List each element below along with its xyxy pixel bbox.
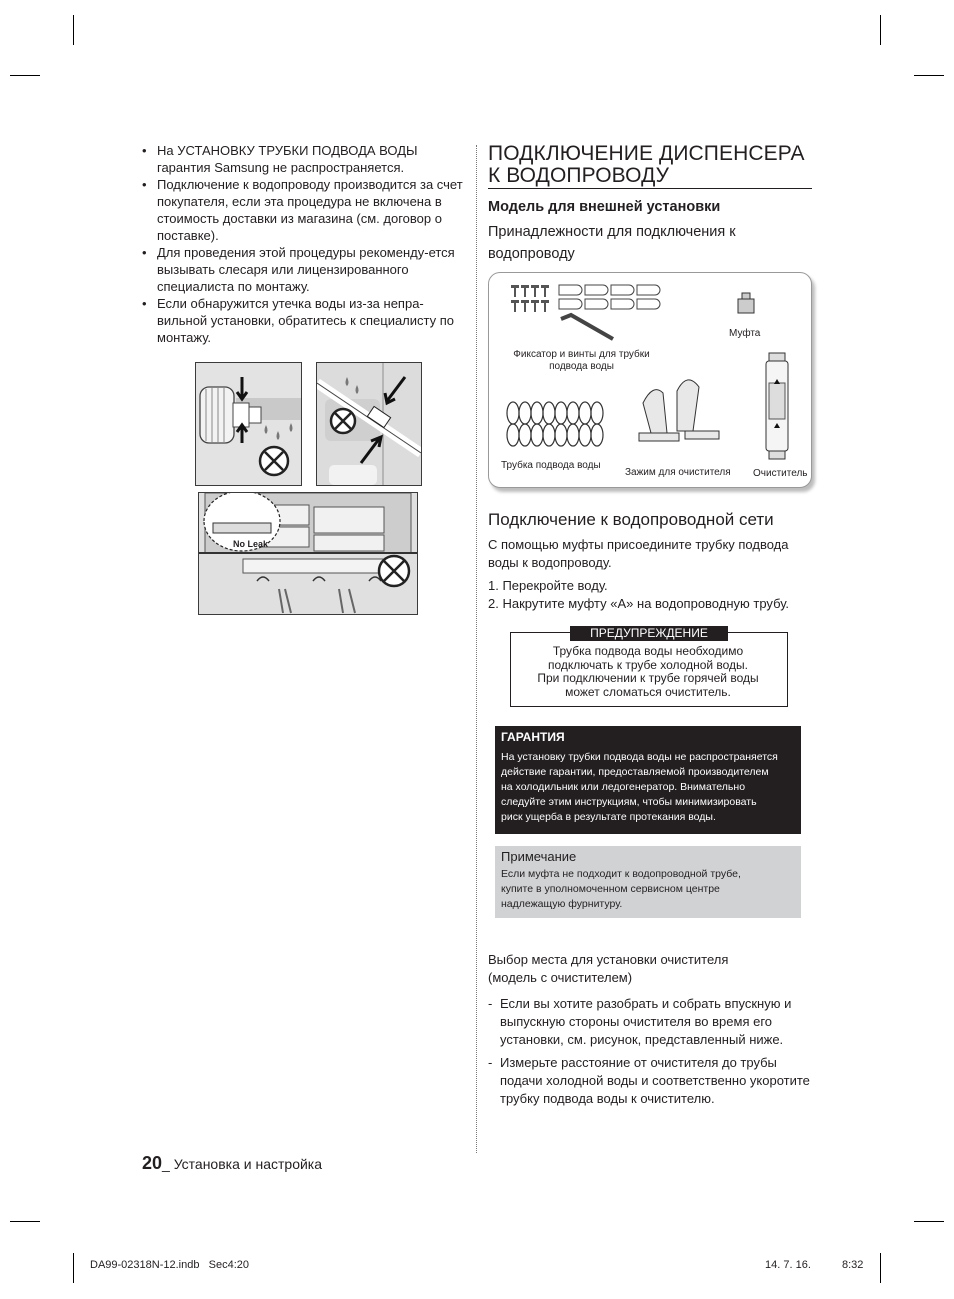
step-2: 2. Накрутите муфту «A» на водопроводную трубу. bbox=[488, 596, 790, 611]
filter-icon bbox=[766, 353, 788, 459]
guarantee-line5: риск ущерба в результате протекания воды. bbox=[501, 811, 716, 823]
print-time: 8:32 bbox=[842, 1259, 864, 1271]
section-title bbox=[488, 143, 818, 187]
crop-mark bbox=[914, 75, 944, 76]
warning-line1: Трубка подвода воды необходимо bbox=[552, 644, 744, 658]
crop-mark bbox=[73, 15, 74, 45]
warning-label: ПРЕДУПРЕЖДЕНИЕ bbox=[570, 626, 728, 641]
placement-item: - Измерьте расстояние от очистителя до трубы подачи холодной воды и соответственно укоротите трубку подвода воды к очистителю. bbox=[487, 1054, 812, 1108]
guarantee-text bbox=[501, 750, 778, 825]
guarantee-box bbox=[495, 726, 801, 834]
note-line2: купите в уполномоченном сервисном центре bbox=[501, 883, 720, 895]
fixator-label-line1: Фиксатор и винты для трубки bbox=[513, 349, 650, 360]
note-box bbox=[495, 846, 801, 918]
column-divider bbox=[476, 145, 477, 1153]
clamp-label: Зажим для очистителя bbox=[625, 467, 731, 478]
guarantee-line1: На установку трубки подвода воды не распространяется bbox=[501, 751, 778, 763]
bullet-item: • Если обнаружится утечка воды из-за непра-вильной установки, обратитесь к специалисту по монтажу. bbox=[140, 295, 465, 346]
crop-mark bbox=[880, 15, 881, 45]
note-title: Примечание bbox=[501, 849, 577, 864]
clamp-icon bbox=[639, 380, 719, 441]
tube-label: Трубка подвода воды bbox=[501, 460, 601, 471]
accessories-illustration bbox=[489, 273, 811, 487]
section-title-line1: ПОДКЛЮЧЕНИЕ ДИСПЕНСЕРА bbox=[488, 142, 805, 165]
coupling-label: Муфта bbox=[729, 328, 761, 339]
filter-label: Очиститель bbox=[753, 468, 808, 479]
title-rule bbox=[488, 188, 812, 189]
crop-mark bbox=[914, 1221, 944, 1222]
page-number: 20 bbox=[142, 1153, 163, 1173]
pipe-illustration bbox=[317, 363, 421, 485]
page-footer bbox=[142, 1153, 322, 1174]
tube-coil-icon bbox=[507, 402, 603, 446]
figure-pipe-incorrect bbox=[316, 362, 422, 486]
crop-mark bbox=[880, 1253, 881, 1283]
fixator-label bbox=[494, 349, 669, 373]
hex-key bbox=[561, 315, 613, 339]
crop-mark bbox=[10, 1221, 40, 1222]
crop-mark bbox=[10, 75, 40, 76]
bullet-item: • На УСТАНОВКУ ТРУБКИ ПОДВОДА ВОДЫ гарантия Samsung не распространяется. bbox=[140, 142, 465, 176]
accessories-heading bbox=[488, 221, 736, 265]
warning-line3: При подключении к трубе горячей воды bbox=[537, 671, 759, 685]
note-line1: Если муфта не подходит к водопроводной трубе, bbox=[501, 868, 741, 880]
screws-group bbox=[511, 285, 549, 312]
connection-heading: Подключение к водопроводной сети bbox=[488, 510, 774, 529]
guarantee-title: ГАРАНТИЯ bbox=[501, 730, 565, 744]
fridge-illustration bbox=[199, 493, 417, 614]
accessories-heading-line1: Принадлежности для подключения к bbox=[488, 224, 736, 240]
crop-mark bbox=[73, 1253, 74, 1283]
guarantee-line4: следуйте этим инструкциям, чтобы минимизировать bbox=[501, 796, 757, 808]
bullet-item: • Подключение к водопроводу производится за счет покупателя, если эта процедура не включена в стоимость доставки из магазина (см. договор о поставке). bbox=[140, 176, 465, 244]
fixator-label-line2: подвода воды bbox=[549, 361, 614, 372]
guarantee-line2: действие гарантии, предоставляемой производителем bbox=[501, 766, 769, 778]
print-date: 14. 7. 16. bbox=[765, 1259, 811, 1271]
connection-intro-line1: С помощью муфты присоедините трубку подвода bbox=[488, 537, 789, 552]
connection-intro bbox=[488, 536, 788, 572]
no-leak-label: No Leak bbox=[233, 539, 269, 549]
valve-illustration bbox=[196, 363, 301, 485]
placement-list bbox=[487, 995, 812, 1113]
bullet-item: • Для проведения этой процедуры рекоменду-ется вызывать слесаря или лицензированного специалиста по монтажу. bbox=[140, 244, 465, 295]
guarantee-line3: на холодильник или ледогенератор. Внимательно bbox=[501, 781, 746, 793]
placement-item: - Если вы хотите разобрать и собрать впускную и выпускную стороны очистителя во время его установки, см. рисунок, представленный ниже. bbox=[487, 995, 812, 1049]
accessories-box bbox=[488, 272, 812, 488]
warning-text bbox=[511, 645, 785, 699]
section-title-line2: К ВОДОПРОВОДУ bbox=[488, 164, 670, 187]
accessories-heading-line2: водопроводу bbox=[488, 246, 575, 262]
note-line3: надлежащую фурнитуру. bbox=[501, 898, 623, 910]
warning-line2: подключать к трубе холодной воды. bbox=[547, 657, 749, 672]
figure-fridge-no-leak bbox=[198, 492, 418, 615]
model-heading: Модель для внешней установки bbox=[488, 199, 721, 215]
left-bullet-list bbox=[140, 142, 465, 346]
figure-valve-incorrect bbox=[195, 362, 302, 486]
warning-line4: может сломаться очиститель. bbox=[565, 684, 731, 699]
note-text bbox=[501, 867, 741, 912]
placement-heading bbox=[488, 951, 728, 987]
connection-intro-line2: воды к водопроводу. bbox=[488, 555, 612, 570]
page-section-name: _ Установка и настройка bbox=[162, 1156, 323, 1172]
print-file-info: DA99-02318N-12.indb Sec4:20 bbox=[90, 1259, 249, 1271]
coupling-icon bbox=[738, 293, 754, 313]
placement-heading-line1: Выбор места для установки очистителя bbox=[488, 952, 729, 967]
step-1: 1. Перекройте воду. bbox=[488, 578, 608, 593]
fixators-group bbox=[559, 285, 660, 309]
placement-heading-line2: (модель с очистителем) bbox=[488, 970, 633, 985]
